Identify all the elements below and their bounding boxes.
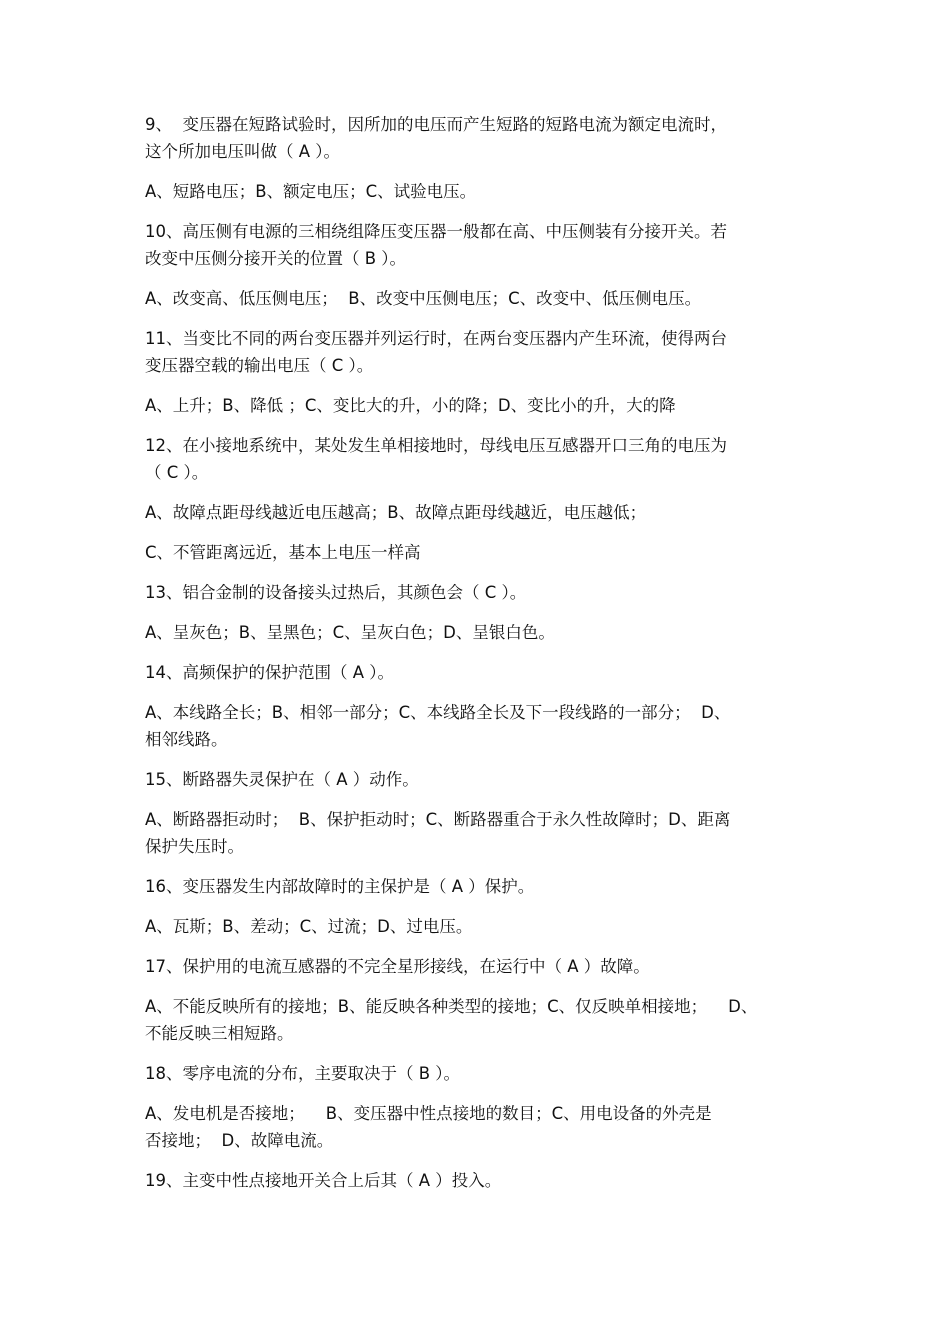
text-line: 13、铝合金制的设备接头过热后，其颜色会（ C ）。 bbox=[145, 583, 527, 602]
text-line: A、瓦斯；B、差动；C、过流；D、过电压。 bbox=[145, 917, 473, 936]
question-text bbox=[145, 766, 810, 793]
question-text bbox=[145, 659, 810, 686]
answer-options bbox=[145, 1100, 810, 1154]
answer-options bbox=[145, 499, 810, 526]
text-line: A、改变高、低压侧电压； B、改变中压侧电压；C、改变中、低压侧电压。 bbox=[145, 289, 702, 308]
text-line: 10、高压侧有电源的三相绕组降压变压器一般都在高、中压侧装有分接开关。若 bbox=[145, 222, 727, 241]
question-text bbox=[145, 218, 810, 272]
question-text bbox=[145, 325, 810, 379]
question-text bbox=[145, 953, 810, 980]
answer-options bbox=[145, 806, 810, 860]
answer-options bbox=[145, 913, 810, 940]
answer-options bbox=[145, 285, 810, 312]
answer-options bbox=[145, 699, 810, 753]
text-line: （ C ）。 bbox=[145, 463, 209, 482]
question-text bbox=[145, 1167, 810, 1194]
text-line: A、断路器拒动时； B、保护拒动时；C、断路器重合于永久性故障时；D、距离 bbox=[145, 810, 731, 829]
text-line: 这个所加电压叫做（ A ）。 bbox=[145, 142, 341, 161]
text-line: A、发电机是否接地； B、变压器中性点接地的数目；C、用电设备的外壳是 bbox=[145, 1104, 712, 1123]
text-line: 改变中压侧分接开关的位置（ B ）。 bbox=[145, 249, 407, 268]
question-text bbox=[145, 1060, 810, 1087]
text-line: 15、断路器失灵保护在（ A ）动作。 bbox=[145, 770, 419, 789]
text-line: A、呈灰色；B、呈黑色；C、呈灰白色；D、呈银白色。 bbox=[145, 623, 555, 642]
text-line: 12、在小接地系统中，某处发生单相接地时，母线电压互感器开口三角的电压为 bbox=[145, 436, 727, 455]
text-line: 14、高频保护的保护范围（ A ）。 bbox=[145, 663, 395, 682]
text-line: 18、零序电流的分布，主要取决于（ B ）。 bbox=[145, 1064, 461, 1083]
text-line: 16、变压器发生内部故障时的主保护是（ A ）保护。 bbox=[145, 877, 535, 896]
question-text bbox=[145, 432, 810, 486]
text-line: 否接地； D、故障电流。 bbox=[145, 1131, 334, 1150]
text-line: A、故障点距母线越近电压越高；B、故障点距母线越近，电压越低； bbox=[145, 503, 647, 522]
text-line: A、不能反映所有的接地；B、能反映各种类型的接地；C、仅反映单相接地； D、 bbox=[145, 997, 758, 1016]
question-list bbox=[145, 111, 810, 1207]
answer-options bbox=[145, 392, 810, 419]
question-text bbox=[145, 579, 810, 606]
text-line: A、上升；B、降低 ；C、变比大的升，小的降；D、变比小的升，大的降 bbox=[145, 396, 676, 415]
text-line: 17、保护用的电流互感器的不完全星形接线，在运行中（ A ）故障。 bbox=[145, 957, 650, 976]
text-line: 19、主变中性点接地开关合上后其（ A ）投入。 bbox=[145, 1171, 502, 1190]
text-line: C、不管距离远近，基本上电压一样高 bbox=[145, 543, 421, 562]
answer-options bbox=[145, 178, 810, 205]
question-text bbox=[145, 873, 810, 900]
text-line: 相邻线路。 bbox=[145, 730, 228, 749]
text-line: 变压器空载的输出电压（ C ）。 bbox=[145, 356, 374, 375]
text-line: 保护失压时。 bbox=[145, 837, 244, 856]
answer-options bbox=[145, 539, 810, 566]
text-line: A、短路电压；B、额定电压；C、试验电压。 bbox=[145, 182, 477, 201]
answer-options bbox=[145, 993, 810, 1047]
text-line: 不能反映三相短路。 bbox=[145, 1024, 294, 1043]
text-line: 9、 变压器在短路试验时，因所加的电压而产生短路的短路电流为额定电流时， bbox=[145, 115, 727, 134]
text-line: A、本线路全长；B、相邻一部分；C、本线路全长及下一段线路的一部分； D、 bbox=[145, 703, 731, 722]
question-text bbox=[145, 111, 810, 165]
answer-options bbox=[145, 619, 810, 646]
text-line: 11、当变比不同的两台变压器并列运行时，在两台变压器内产生环流，使得两台 bbox=[145, 329, 727, 348]
